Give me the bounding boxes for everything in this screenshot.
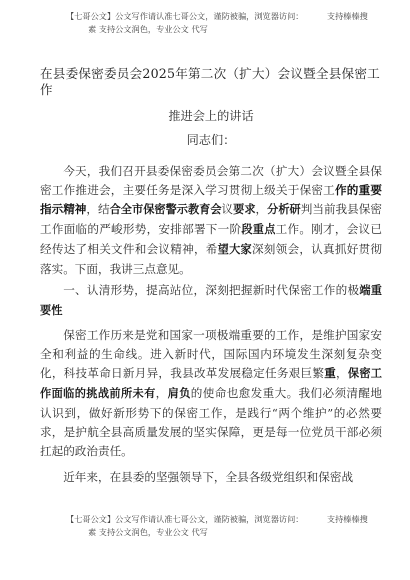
watermark-header (66, 10, 368, 35)
paragraph-situation: 保密工作历来是党和国家一项极端重要的工作，是维护国家安全和利益的生命线。进入新时代，国际国内环境发生深刻复杂变化，科技革命日新月异，我县改革发展稳定任务艰巨繁重，保密工作面临的挑战前所未有，肩负的使命也愈发重大。我们必须清醒地认识到，做好新形势下的保密工作，是践行“两个维护”的必然要求，是护航全县高质量发展的坚实保障，更是每一位党员干部必须扛起的政治责任。 (40, 328, 382, 458)
paragraph-recent: 近年来，在县委的坚强领导下，全县各级党组织和保密战 (63, 469, 354, 484)
document-subtitle: 推进会上的讲话 (168, 109, 254, 123)
section-heading-1: 一、认清形势，提高站位，深刻把握新时代保密工作的极端重要性 (40, 283, 382, 318)
watermark-footer-line1: 【七哥公文】公文写作请认准七哥公文，谨防被骗，浏览器访问： (66, 514, 304, 524)
watermark-line2: 素 支持公文润色，专业公文 代写 (88, 23, 208, 34)
document-body (40, 66, 382, 487)
watermark-footer-line2: 素 支持公文润色，专业公文 代写 (88, 526, 208, 537)
document-title: 在县委保密委员会2025年第二次（扩大）会议暨全县保密工作 (40, 66, 380, 97)
salutation: 同志们： (186, 133, 236, 147)
watermark-line1-tail: 支持榛榛搜 (326, 11, 368, 21)
watermark-footer-line1-tail: 支持榛榛搜 (326, 514, 368, 524)
paragraph-intro: 今天，我们召开县委保密委员会第二次（扩大）会议暨全县保密工作推进会，主要任务是深入学习贯彻上级关于保密工作的重要指示精神，结合全市保密警示教育会议要求，分析研判当前我县保密工作面临的严峻形势，安排部署下一阶段重点工作。刚才，会议已经传达了相关文件和会议精神，希望大家深刻领会，认真抓好贯彻落实。下面，我讲三点意见。 (40, 164, 382, 276)
watermark-line1: 【七哥公文】公文写作请认准七哥公文，谨防被骗，浏览器访问： (66, 11, 304, 21)
watermark-footer (66, 513, 368, 538)
